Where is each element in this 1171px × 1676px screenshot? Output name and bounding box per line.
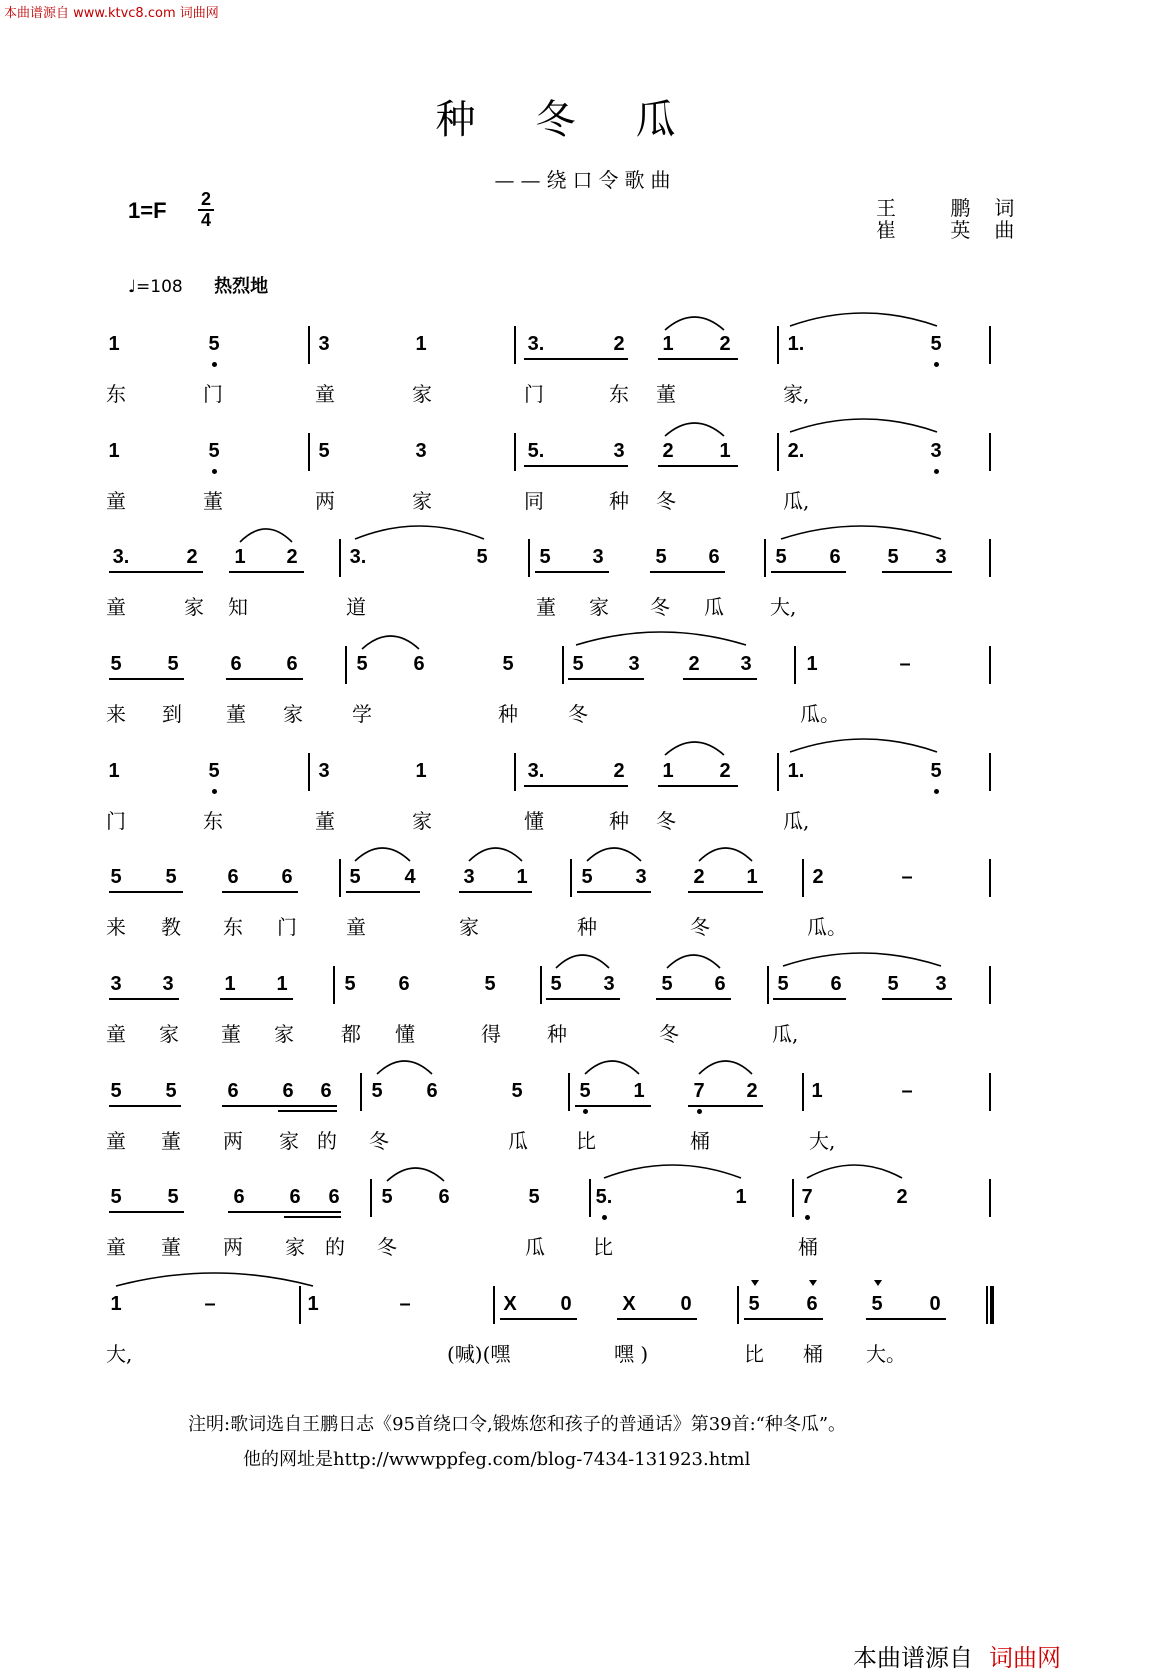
note: 2.: [787, 440, 805, 462]
key-signature: 1=F: [128, 198, 167, 223]
lyric-syllable: 童: [106, 1235, 126, 1259]
slur-arc: [355, 526, 484, 539]
lyric-syllable: 同: [524, 489, 544, 513]
lyric-syllable: 冬: [568, 702, 588, 726]
lyric-syllable: 门: [524, 382, 544, 406]
lyric-syllable: (喊)(嘿: [447, 1342, 511, 1366]
note: 5: [539, 546, 551, 568]
watermark-bottom: [853, 1638, 1061, 1673]
lyric-syllable: 道: [346, 595, 366, 619]
lyric-syllable: 冬: [690, 915, 710, 939]
lyric-syllable: 家: [283, 702, 303, 726]
note: 6: [830, 973, 842, 995]
lyric-syllable: 董: [656, 382, 676, 406]
lyric-syllable: 家: [279, 1129, 299, 1153]
song-subtitle: ——绕口令歌曲: [494, 168, 677, 192]
note: 5: [167, 653, 179, 675]
lyric-syllable: 东: [609, 382, 629, 406]
lyric-syllable: 种: [577, 915, 597, 939]
note: 6: [426, 1080, 438, 1102]
slur-arc: [116, 1273, 313, 1286]
composer-credit: 崔 英曲: [876, 218, 1039, 242]
lyric-syllable: 董: [221, 1022, 241, 1046]
note: 1: [110, 1293, 122, 1315]
note: 0: [680, 1293, 692, 1315]
note: 5.: [527, 440, 545, 462]
slur-arc: [667, 955, 720, 968]
slur-arc: [790, 313, 937, 326]
note: 6: [438, 1186, 450, 1208]
lyric-syllable: 家: [412, 809, 432, 833]
footnote-line1: 注明:歌词选自王鹏日志《95首绕口令,锻炼您和孩子的普通话》第39首:“种冬瓜”。: [188, 1414, 847, 1435]
note: 5: [167, 1186, 179, 1208]
slur-arc: [665, 742, 724, 755]
lyric-syllable: 的: [317, 1129, 337, 1153]
note: 3.: [112, 546, 130, 568]
lyric-syllable: 董: [315, 809, 335, 833]
note: 2: [613, 333, 625, 355]
lyric-syllable: 来: [106, 915, 126, 939]
note: 6: [413, 653, 425, 675]
note: 1: [516, 866, 528, 888]
note: 2: [746, 1080, 758, 1102]
lyric-syllable: 大,: [770, 595, 797, 619]
lyric-syllable: 董: [226, 702, 246, 726]
slur-arc: [585, 1061, 639, 1074]
slur-arc: [240, 529, 292, 542]
lyric-syllable: 家,: [783, 382, 810, 406]
note: 5: [110, 1080, 122, 1102]
note: 5: [502, 653, 514, 675]
note: 5: [356, 653, 368, 675]
lyric-syllable: 大。: [866, 1342, 906, 1366]
lyric-syllable: 家: [412, 489, 432, 513]
lyric-syllable: 学: [352, 702, 372, 726]
lyric-syllable: 冬: [656, 489, 676, 513]
slur-arc: [355, 848, 410, 861]
lyric-syllable: 冬: [369, 1129, 389, 1153]
lyric-syllable: 到: [162, 702, 182, 726]
note: 5: [579, 1080, 591, 1102]
note: 3: [318, 333, 330, 355]
note: 6: [328, 1186, 340, 1208]
lyric-syllable: 两: [315, 489, 335, 513]
note: 2: [896, 1186, 908, 1208]
note: 6: [320, 1080, 332, 1102]
lyric-syllable: 冬: [656, 809, 676, 833]
note: 6: [289, 1186, 301, 1208]
note: 6: [806, 1293, 818, 1315]
lyric-syllable: 门: [203, 382, 223, 406]
lyric-syllable: 得: [481, 1022, 501, 1046]
note: 4: [404, 866, 416, 888]
note: 1: [746, 866, 758, 888]
slur-arc: [387, 1168, 444, 1181]
note: 5: [484, 973, 496, 995]
note: 5: [550, 973, 562, 995]
lyric-syllable: 家: [184, 595, 204, 619]
lyric-syllable: 家: [459, 915, 479, 939]
note: 0: [929, 1293, 941, 1315]
note: 3.: [349, 546, 367, 568]
note: 5: [381, 1186, 393, 1208]
note: 6: [227, 866, 239, 888]
lyric-syllable: 瓜,: [783, 489, 810, 513]
lyric-syllable: 童: [106, 595, 126, 619]
note: 5: [165, 1080, 177, 1102]
lyric-syllable: 瓜。: [807, 915, 847, 939]
slur-arc: [469, 848, 522, 861]
note: –: [399, 1293, 411, 1315]
lyric-syllable: 家: [159, 1022, 179, 1046]
note: 1.: [787, 760, 805, 782]
note: 5: [871, 1293, 883, 1315]
note: 6: [714, 973, 726, 995]
note: 1: [662, 760, 674, 782]
note: 5: [476, 546, 488, 568]
note: 3: [463, 866, 475, 888]
slur-arc: [556, 955, 609, 968]
lyric-syllable: 桶: [690, 1129, 710, 1153]
note: 5: [110, 866, 122, 888]
note: 3: [935, 546, 947, 568]
note: 1.: [787, 333, 805, 355]
lyric-syllable: 东: [223, 915, 243, 939]
lyric-syllable: 瓜,: [772, 1022, 799, 1046]
lyric-syllable: 大,: [106, 1342, 133, 1366]
lyric-syllable: 桶: [798, 1235, 818, 1259]
lyric-syllable: 瓜: [525, 1235, 545, 1259]
slur-arc: [781, 526, 941, 539]
note: 5: [344, 973, 356, 995]
note: 5: [572, 653, 584, 675]
note: 2: [186, 546, 198, 568]
note: 5: [511, 1080, 523, 1102]
note: 5: [661, 973, 673, 995]
lyric-syllable: 董: [161, 1129, 181, 1153]
note: 5: [371, 1080, 383, 1102]
lyric-syllable: 门: [277, 915, 297, 939]
slur-arc: [665, 317, 724, 330]
note: 1: [234, 546, 246, 568]
watermark-bottom-brand: 词曲网: [989, 1644, 1061, 1672]
lyric-syllable: 都: [341, 1022, 361, 1046]
lyric-syllable: 瓜。: [800, 702, 840, 726]
slur-arc: [699, 848, 752, 861]
lyric-syllable: 瓜: [704, 595, 724, 619]
note: 3: [318, 760, 330, 782]
tempo-bpm: ♩=108: [128, 277, 183, 297]
note: 1: [811, 1080, 823, 1102]
lyric-syllable: 懂: [524, 809, 544, 833]
note: 1: [307, 1293, 319, 1315]
lyric-syllable: 冬: [659, 1022, 679, 1046]
meter-top: 2: [200, 189, 211, 209]
watermark-bottom-text: 本曲谱源自: [853, 1644, 973, 1672]
lyric-syllable: 董: [203, 489, 223, 513]
note: 3: [635, 866, 647, 888]
note: 1: [108, 333, 120, 355]
lyric-syllable: 童: [315, 382, 335, 406]
lyric-syllable: 桶: [803, 1342, 823, 1366]
lyric-syllable: 懂: [395, 1022, 415, 1046]
note: 5: [349, 866, 361, 888]
lyric-syllable: 家: [412, 382, 432, 406]
note: 2: [719, 333, 731, 355]
note: 1: [415, 760, 427, 782]
note: 5: [318, 440, 330, 462]
note: 5: [930, 333, 942, 355]
slur-arc: [807, 1165, 902, 1178]
slur-arc: [377, 1061, 432, 1074]
lyric-syllable: 董: [536, 595, 556, 619]
slur-arc: [783, 953, 941, 966]
lyric-syllable: 教: [161, 915, 181, 939]
note: 0: [560, 1293, 572, 1315]
note: 7: [693, 1080, 705, 1102]
lyric-syllable: 门: [106, 809, 126, 833]
note: 3: [740, 653, 752, 675]
note: 5: [887, 546, 899, 568]
lyric-syllable: 种: [609, 809, 629, 833]
slur-arc: [790, 419, 937, 432]
note: 1: [633, 1080, 645, 1102]
lyric-syllable: 的: [325, 1235, 345, 1259]
note: 2: [812, 866, 824, 888]
note: 7: [801, 1186, 813, 1208]
note: 1: [806, 653, 818, 675]
note: 5: [208, 333, 220, 355]
lyric-syllable: 知: [228, 595, 248, 619]
note: 1: [719, 440, 731, 462]
note: 2: [662, 440, 674, 462]
note: –: [901, 866, 913, 888]
lyric-syllable: 比: [576, 1129, 596, 1153]
lyric-syllable: 两: [223, 1235, 243, 1259]
note: 3: [162, 973, 174, 995]
lyric-syllable: 瓜: [508, 1129, 528, 1153]
note: 5: [775, 546, 787, 568]
note: X: [503, 1293, 517, 1315]
note: 6: [708, 546, 720, 568]
note: 6: [286, 653, 298, 675]
lyricist-credit: 王 鹏词: [876, 196, 1039, 220]
lyric-syllable: 童: [106, 1129, 126, 1153]
note: –: [901, 1080, 913, 1102]
lyric-syllable: 种: [498, 702, 518, 726]
meter-bottom: 4: [200, 210, 211, 230]
note: 1: [276, 973, 288, 995]
lyric-syllable: 家: [589, 595, 609, 619]
lyric-syllable: 童: [106, 489, 126, 513]
note: 2: [693, 866, 705, 888]
note: 5: [208, 440, 220, 462]
slur-arc: [362, 636, 419, 649]
note: 5: [110, 653, 122, 675]
lyric-syllable: 冬: [650, 595, 670, 619]
note: 5: [887, 973, 899, 995]
note: 3: [415, 440, 427, 462]
note: 2: [719, 760, 731, 782]
note: 3: [592, 546, 604, 568]
expression-mark: 热烈地: [214, 276, 269, 297]
note: 2: [688, 653, 700, 675]
note: 6: [282, 1080, 294, 1102]
note: 2: [286, 546, 298, 568]
note: 5: [165, 866, 177, 888]
note: 3: [613, 440, 625, 462]
note: 5: [528, 1186, 540, 1208]
slur-arc: [587, 848, 641, 861]
lyric-syllable: 嘿 ): [614, 1342, 649, 1366]
note: 1: [224, 973, 236, 995]
note: 1: [735, 1186, 747, 1208]
slur-arc: [699, 1061, 752, 1074]
note: 6: [233, 1186, 245, 1208]
lyric-syllable: 童: [106, 1022, 126, 1046]
slur-arc: [665, 423, 724, 436]
lyric-syllable: 董: [161, 1235, 181, 1259]
slur-arc: [604, 1165, 741, 1178]
lyric-syllable: 童: [346, 915, 366, 939]
song-title: 种冬瓜: [435, 97, 736, 143]
lyric-syllable: 两: [223, 1129, 243, 1153]
note: 3: [930, 440, 942, 462]
lyric-syllable: 比: [744, 1342, 764, 1366]
watermark-top: 本曲谱源自 www.ktvc8.com 词曲网: [4, 6, 219, 21]
lyric-syllable: 瓜,: [783, 809, 810, 833]
footnote-line2: 他的网址是http://wwwppfeg.com/blog-7434-131923.html: [243, 1449, 751, 1470]
note: –: [899, 653, 911, 675]
note: X: [622, 1293, 636, 1315]
note: –: [204, 1293, 216, 1315]
slur-arc: [790, 739, 937, 752]
note: 6: [281, 866, 293, 888]
note: 3: [603, 973, 615, 995]
note: 5: [930, 760, 942, 782]
note: 1: [415, 333, 427, 355]
note: 5: [777, 973, 789, 995]
lyric-syllable: 大,: [809, 1129, 836, 1153]
lyric-syllable: 种: [547, 1022, 567, 1046]
lyric-syllable: 东: [203, 809, 223, 833]
note: 3.: [527, 333, 545, 355]
note: 5: [208, 760, 220, 782]
note: 6: [398, 973, 410, 995]
note: 1: [108, 760, 120, 782]
lyric-syllable: 东: [106, 382, 126, 406]
note: 5: [655, 546, 667, 568]
lyric-syllable: 家: [274, 1022, 294, 1046]
note: 5: [110, 1186, 122, 1208]
note: 5: [581, 866, 593, 888]
note: 3.: [527, 760, 545, 782]
note: 6: [227, 1080, 239, 1102]
lyric-syllable: 种: [609, 489, 629, 513]
lyric-syllable: 冬: [377, 1235, 397, 1259]
note: 1: [662, 333, 674, 355]
note: 6: [230, 653, 242, 675]
note: 1: [108, 440, 120, 462]
lyric-syllable: 家: [285, 1235, 305, 1259]
note: 6: [829, 546, 841, 568]
note: 5.: [595, 1186, 613, 1208]
note: 5: [748, 1293, 760, 1315]
note: 3: [110, 973, 122, 995]
note: 2: [613, 760, 625, 782]
slur-arc: [576, 632, 746, 645]
note: 3: [935, 973, 947, 995]
lyric-syllable: 来: [106, 702, 126, 726]
note: 3: [628, 653, 640, 675]
lyric-syllable: 比: [593, 1235, 613, 1259]
